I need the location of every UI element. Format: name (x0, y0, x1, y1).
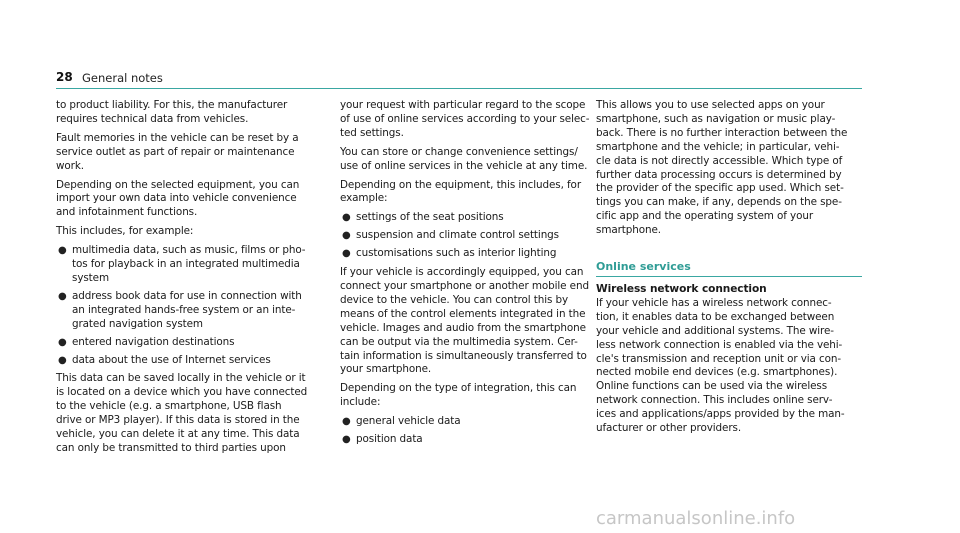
list-item-text: general vehicle data (356, 415, 461, 428)
paragraph: Depending on the equipment, this includes, for example: (340, 178, 581, 205)
paragraph: Depending on the selected equipment, you can import your own data into vehicle convenience and infotainment functions. (56, 178, 300, 219)
bullet-icon: ● (58, 354, 67, 366)
paragraph: your request with particular regard to the scope of use of online services according to your selec- ted settings. (340, 99, 590, 139)
wireless-network-section (596, 283, 862, 436)
list-item (340, 229, 596, 243)
list-item-text: address book data for use in connection with an integrated hands-free system or an inte- grated navigation system (72, 289, 302, 330)
bullet-icon: ● (342, 248, 351, 260)
paragraph: You can store or change convenience settings/ use of online services in the vehicle at any time. (340, 145, 588, 172)
bullet-icon: ● (342, 434, 351, 446)
list-item (56, 354, 328, 368)
list-item (340, 211, 596, 225)
paragraph: This includes, for example: (56, 225, 194, 238)
bullet-icon: ● (342, 230, 351, 242)
bullet-list (340, 211, 596, 261)
paragraph: to product liability. For this, the manufacturer requires technical data from vehicles. (56, 99, 288, 125)
page-number: 28 (56, 70, 73, 84)
bullet-list (56, 244, 328, 367)
page-header (0, 0, 960, 90)
block-title: Wireless network connection (596, 283, 767, 295)
section-title: General notes (82, 71, 163, 85)
paragraph: Depending on the type of integration, this can include: (340, 382, 577, 409)
list-item (56, 336, 328, 350)
list-item-text: data about the use of Internet services (72, 353, 271, 366)
subsection-title: Online services (596, 260, 691, 273)
list-item-text: customisations such as interior lighting (356, 247, 557, 260)
list-item (340, 247, 596, 261)
list-item (56, 244, 328, 286)
header-divider (56, 88, 862, 89)
bullet-list (340, 415, 596, 447)
bullet-icon: ● (58, 245, 67, 257)
list-item-text: position data (356, 433, 423, 446)
paragraph: If your vehicle is accordingly equipped, you can connect your smartphone or another mobile end device to the vehicle. You can control this by means of the control elements integrated in the vehicle. Images and audio from the smartphone can be output via the multimedia system. Cer- tain information is simultaneously transferred to your smartphone. (340, 266, 589, 376)
bullet-icon: ● (342, 212, 351, 224)
text-column-1 (56, 99, 328, 461)
list-item-text: suspension and climate control settings (356, 229, 559, 242)
list-item (340, 433, 596, 447)
watermark: carmanualsonline.info (596, 508, 796, 529)
paragraph: Fault memories in the vehicle can be reset by a service outlet as part of repair or maintenance work. (56, 131, 299, 172)
paragraph: This allows you to use selected apps on your smartphone, such as navigation or music play- back. There is no further interaction between the smartphone and the vehicle; in particular, vehi- cle data is not directly accessible. Which type of further data processing occurs is determined by the provider of the specific app used. Which set- tings you can make, if any, depends on the spe- cific app and the operating system of your smartphone. (596, 99, 848, 237)
paragraph: This data can be saved locally in the vehicle or it is located on a device which you have connected to the vehicle (e.g. a smartphone, USB flash drive or MP3 player). If this data is stored in the vehicle, you can delete it at any time. This data can only be transmitted to third parties upon (56, 372, 308, 454)
list-item (56, 290, 328, 332)
bullet-icon: ● (58, 336, 67, 348)
online-services-heading (596, 260, 862, 277)
list-item-text: settings of the seat positions (356, 211, 504, 224)
list-item (340, 415, 596, 429)
bullet-icon: ● (58, 290, 67, 302)
bullet-icon: ● (342, 416, 351, 428)
paragraph: If your vehicle has a wireless network connec- tion, it enables data to be exchanged between your vehicle and additional systems. The wire- less network connection is enabled via the vehi- cle's transmission and reception unit or via con- nected mobile end devices (e.g. smartphones). Online functions can be used via the wireless network connection. This includes online serv- ices and applications/apps provided by the man- ufacturer or other providers. (596, 296, 845, 435)
text-column-3 (596, 99, 862, 243)
list-item-text: entered navigation destinations (72, 335, 235, 348)
list-item-text: multimedia data, such as music, films or pho- tos for playback in an integrated multimedia system (72, 244, 306, 284)
text-column-2 (340, 99, 596, 452)
subsection-divider (596, 276, 862, 277)
